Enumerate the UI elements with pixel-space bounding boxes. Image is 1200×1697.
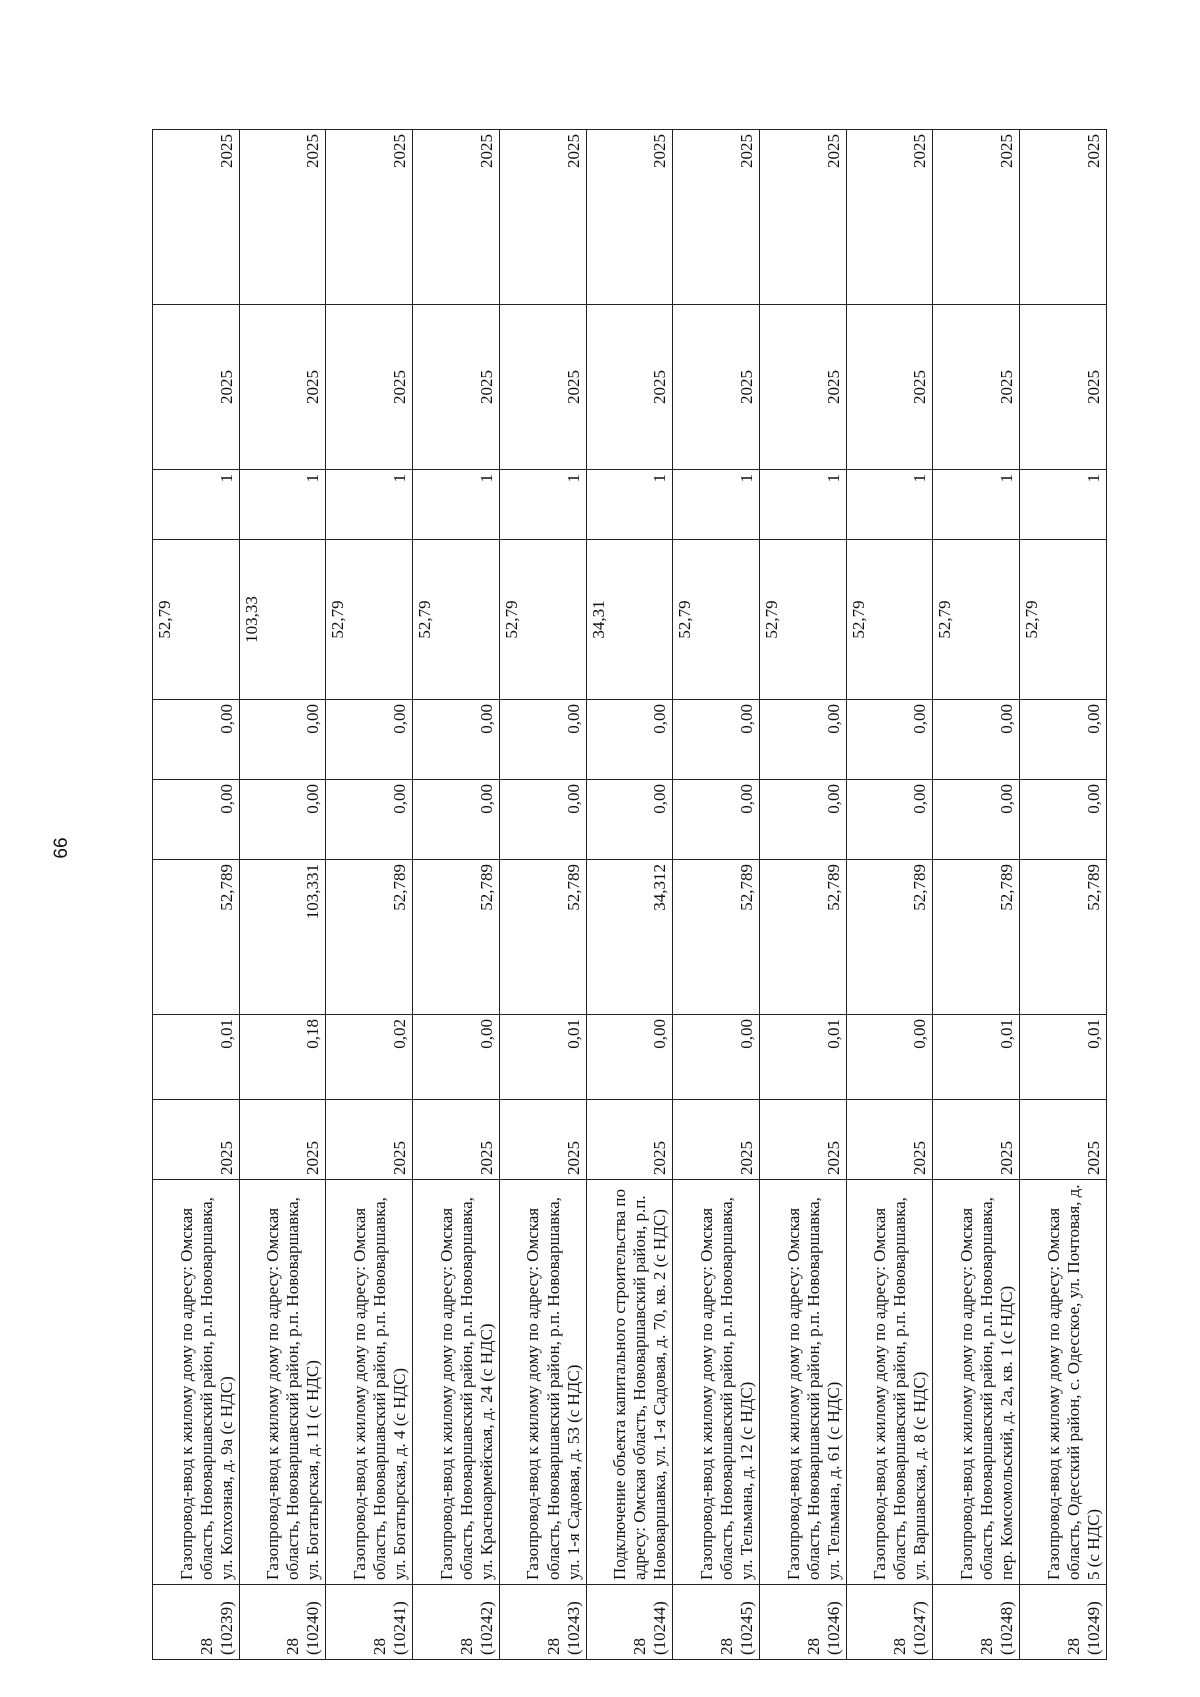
object-description-cell: Газопровод-ввод к жилому дому по адресу: Омская область, Нововаршавский район, р.п. Нововаршавка, ул. Богатырская, д. 11 (с НДС) [239, 1180, 326, 1585]
row-number: 28 [803, 1638, 823, 1655]
value-4-cell: 0,00 [413, 700, 500, 780]
table-body [153, 130, 1107, 1660]
row-code: (10245) [736, 1601, 756, 1655]
value-5-cell: 103,33 [239, 540, 326, 700]
value-4-cell: 0,00 [326, 700, 413, 780]
year-2-cell: 2025 [499, 305, 586, 470]
row-number-cell [413, 1585, 500, 1660]
year-2-cell: 2025 [673, 305, 760, 470]
row-number: 28 [716, 1638, 736, 1655]
year-2-cell: 2025 [586, 305, 673, 470]
row-number: 28 [977, 1638, 997, 1655]
row-number-cell [673, 1585, 760, 1660]
value-3-cell: 0,00 [586, 780, 673, 860]
row-code: (10249) [1083, 1601, 1103, 1655]
value-2-cell: 52,789 [413, 860, 500, 1015]
value-3-cell: 0,00 [499, 780, 586, 860]
quantity-cell: 1 [499, 470, 586, 540]
value-4-cell: 0,00 [933, 700, 1020, 780]
year-3-cell: 2025 [413, 130, 500, 305]
start-year-cell: 2025 [413, 1100, 500, 1180]
value-3-cell: 0,00 [673, 780, 760, 860]
value-2-cell: 52,789 [499, 860, 586, 1015]
object-description-cell: Подключение объекта капитального строительства по адресу: Омская область, Нововаршавский район, р.п. Нововаршавка, ул. 1-я Садовая, д. 70, кв. 2 (с НДС) [586, 1180, 673, 1585]
row-code: (10248) [997, 1601, 1017, 1655]
table-row [239, 130, 326, 1660]
start-year-cell: 2025 [326, 1100, 413, 1180]
table-row [673, 130, 760, 1660]
object-description-cell: Газопровод-ввод к жилому дому по адресу: Омская область, Одесский район, с. Одесское, ул. Почтовая, д. 5 (с НДС) [1020, 1180, 1107, 1585]
year-2-cell: 2025 [1020, 305, 1107, 470]
row-number-cell [499, 1585, 586, 1660]
year-2-cell: 2025 [933, 305, 1020, 470]
object-description-cell: Газопровод-ввод к жилому дому по адресу: Омская область, Нововаршавский район, р.п. Нововаршавка, ул. Колхозная, д. 9а (с НДС) [153, 1180, 240, 1585]
start-year-cell: 2025 [933, 1100, 1020, 1180]
value-3-cell: 0,00 [1020, 780, 1107, 860]
value-1-cell: 0,18 [239, 1015, 326, 1100]
row-number: 28 [543, 1638, 563, 1655]
value-3-cell: 0,00 [760, 780, 847, 860]
year-3-cell: 2025 [499, 130, 586, 305]
table-row [586, 130, 673, 1660]
value-4-cell: 0,00 [586, 700, 673, 780]
row-number-cell [239, 1585, 326, 1660]
row-code: (10240) [303, 1601, 323, 1655]
quantity-cell: 1 [760, 470, 847, 540]
year-2-cell: 2025 [413, 305, 500, 470]
value-2-cell: 52,789 [846, 860, 933, 1015]
value-4-cell: 0,00 [760, 700, 847, 780]
row-code: (10246) [823, 1601, 843, 1655]
row-number: 28 [630, 1638, 650, 1655]
value-2-cell: 52,789 [760, 860, 847, 1015]
table-row [326, 130, 413, 1660]
value-1-cell: 0,01 [933, 1015, 1020, 1100]
row-code: (10244) [650, 1601, 670, 1655]
object-description-cell: Газопровод-ввод к жилому дому по адресу: Омская область, Нововаршавский район, р.п. Нововаршавка, ул. Тельмана, д. 61 (с НДС) [760, 1180, 847, 1585]
page-number: 66 [51, 837, 72, 859]
table-row [1020, 130, 1107, 1660]
start-year-cell: 2025 [153, 1100, 240, 1180]
row-number: 28 [196, 1638, 216, 1655]
value-5-cell: 52,79 [413, 540, 500, 700]
quantity-cell: 1 [326, 470, 413, 540]
start-year-cell: 2025 [239, 1100, 326, 1180]
year-3-cell: 2025 [760, 130, 847, 305]
quantity-cell: 1 [1020, 470, 1107, 540]
year-2-cell: 2025 [326, 305, 413, 470]
row-number: 28 [283, 1638, 303, 1655]
quantity-cell: 1 [413, 470, 500, 540]
table-row [413, 130, 500, 1660]
table-row [499, 130, 586, 1660]
row-number-cell [586, 1585, 673, 1660]
table-row [153, 130, 240, 1660]
value-1-cell: 0,01 [1020, 1015, 1107, 1100]
value-5-cell: 52,79 [1020, 540, 1107, 700]
value-5-cell: 52,79 [326, 540, 413, 700]
table-row [933, 130, 1020, 1660]
row-code: (10239) [216, 1601, 236, 1655]
row-code: (10243) [563, 1601, 583, 1655]
object-description-cell: Газопровод-ввод к жилому дому по адресу: Омская область, Нововаршавский район, р.п. Нововаршавка, ул. Варшавская, д. 8 (с НДС) [846, 1180, 933, 1585]
investment-table [152, 129, 1107, 1660]
quantity-cell: 1 [586, 470, 673, 540]
value-5-cell: 52,79 [760, 540, 847, 700]
value-2-cell: 52,789 [153, 860, 240, 1015]
row-number-cell [933, 1585, 1020, 1660]
value-3-cell: 0,00 [326, 780, 413, 860]
rotated-table-wrapper [152, 130, 1107, 1660]
value-5-cell: 52,79 [933, 540, 1020, 700]
start-year-cell: 2025 [1020, 1100, 1107, 1180]
start-year-cell: 2025 [760, 1100, 847, 1180]
year-3-cell: 2025 [846, 130, 933, 305]
row-number-cell [760, 1585, 847, 1660]
year-3-cell: 2025 [326, 130, 413, 305]
value-5-cell: 52,79 [153, 540, 240, 700]
quantity-cell: 1 [846, 470, 933, 540]
row-number-cell [1020, 1585, 1107, 1660]
row-code: (10241) [390, 1601, 410, 1655]
value-2-cell: 52,789 [1020, 860, 1107, 1015]
quantity-cell: 1 [153, 470, 240, 540]
value-4-cell: 0,00 [239, 700, 326, 780]
value-4-cell: 0,00 [673, 700, 760, 780]
value-3-cell: 0,00 [413, 780, 500, 860]
value-2-cell: 52,789 [673, 860, 760, 1015]
year-3-cell: 2025 [1020, 130, 1107, 305]
start-year-cell: 2025 [846, 1100, 933, 1180]
row-number-cell [326, 1585, 413, 1660]
value-3-cell: 0,00 [933, 780, 1020, 860]
value-4-cell: 0,00 [153, 700, 240, 780]
row-number: 28 [456, 1638, 476, 1655]
value-4-cell: 0,00 [846, 700, 933, 780]
value-3-cell: 0,00 [846, 780, 933, 860]
object-description-cell: Газопровод-ввод к жилому дому по адресу: Омская область, Нововаршавский район, р.п. Нововаршавка, ул. 1-я Садовая, д. 53 (с НДС) [499, 1180, 586, 1585]
value-1-cell: 0,00 [673, 1015, 760, 1100]
quantity-cell: 1 [239, 470, 326, 540]
value-5-cell: 52,79 [499, 540, 586, 700]
row-code: (10242) [476, 1601, 496, 1655]
value-5-cell: 34,31 [586, 540, 673, 700]
value-2-cell: 103,331 [239, 860, 326, 1015]
start-year-cell: 2025 [499, 1100, 586, 1180]
value-5-cell: 52,79 [846, 540, 933, 700]
row-number-cell [153, 1585, 240, 1660]
value-1-cell: 0,00 [846, 1015, 933, 1100]
object-description-cell: Газопровод-ввод к жилому дому по адресу: Омская область, Нововаршавский район, р.п. Нововаршавка, ул. Богатырская, д. 4 (с НДС) [326, 1180, 413, 1585]
value-1-cell: 0,01 [499, 1015, 586, 1100]
value-1-cell: 0,02 [326, 1015, 413, 1100]
year-3-cell: 2025 [239, 130, 326, 305]
row-number: 28 [890, 1638, 910, 1655]
row-number-cell [846, 1585, 933, 1660]
start-year-cell: 2025 [673, 1100, 760, 1180]
value-2-cell: 52,789 [933, 860, 1020, 1015]
row-number: 28 [1063, 1638, 1083, 1655]
value-1-cell: 0,00 [413, 1015, 500, 1100]
quantity-cell: 1 [933, 470, 1020, 540]
quantity-cell: 1 [673, 470, 760, 540]
value-4-cell: 0,00 [499, 700, 586, 780]
year-3-cell: 2025 [153, 130, 240, 305]
value-4-cell: 0,00 [1020, 700, 1107, 780]
value-2-cell: 34,312 [586, 860, 673, 1015]
start-year-cell: 2025 [586, 1100, 673, 1180]
object-description-cell: Газопровод-ввод к жилому дому по адресу: Омская область, Нововаршавский район, р.п. Нововаршавка, ул. Тельмана, д. 12 (с НДС) [673, 1180, 760, 1585]
year-3-cell: 2025 [586, 130, 673, 305]
value-1-cell: 0,01 [153, 1015, 240, 1100]
year-3-cell: 2025 [673, 130, 760, 305]
row-code: (10247) [910, 1601, 930, 1655]
object-description-cell: Газопровод-ввод к жилому дому по адресу: Омская область, Нововаршавский район, р.п. Нововаршавка, ул. Красноармейская, д. 24 (с НДС) [413, 1180, 500, 1585]
value-1-cell: 0,00 [586, 1015, 673, 1100]
year-3-cell: 2025 [933, 130, 1020, 305]
table-row [846, 130, 933, 1660]
value-5-cell: 52,79 [673, 540, 760, 700]
object-description-cell: Газопровод-ввод к жилому дому по адресу: Омская область, Нововаршавский район, р.п. Нововаршавка, пер. Комсомольский, д. 2а, кв. 1 (с НДС) [933, 1180, 1020, 1585]
value-1-cell: 0,01 [760, 1015, 847, 1100]
table-row [760, 130, 847, 1660]
year-2-cell: 2025 [239, 305, 326, 470]
year-2-cell: 2025 [760, 305, 847, 470]
year-2-cell: 2025 [153, 305, 240, 470]
year-2-cell: 2025 [846, 305, 933, 470]
value-2-cell: 52,789 [326, 860, 413, 1015]
value-3-cell: 0,00 [153, 780, 240, 860]
row-number: 28 [370, 1638, 390, 1655]
value-3-cell: 0,00 [239, 780, 326, 860]
